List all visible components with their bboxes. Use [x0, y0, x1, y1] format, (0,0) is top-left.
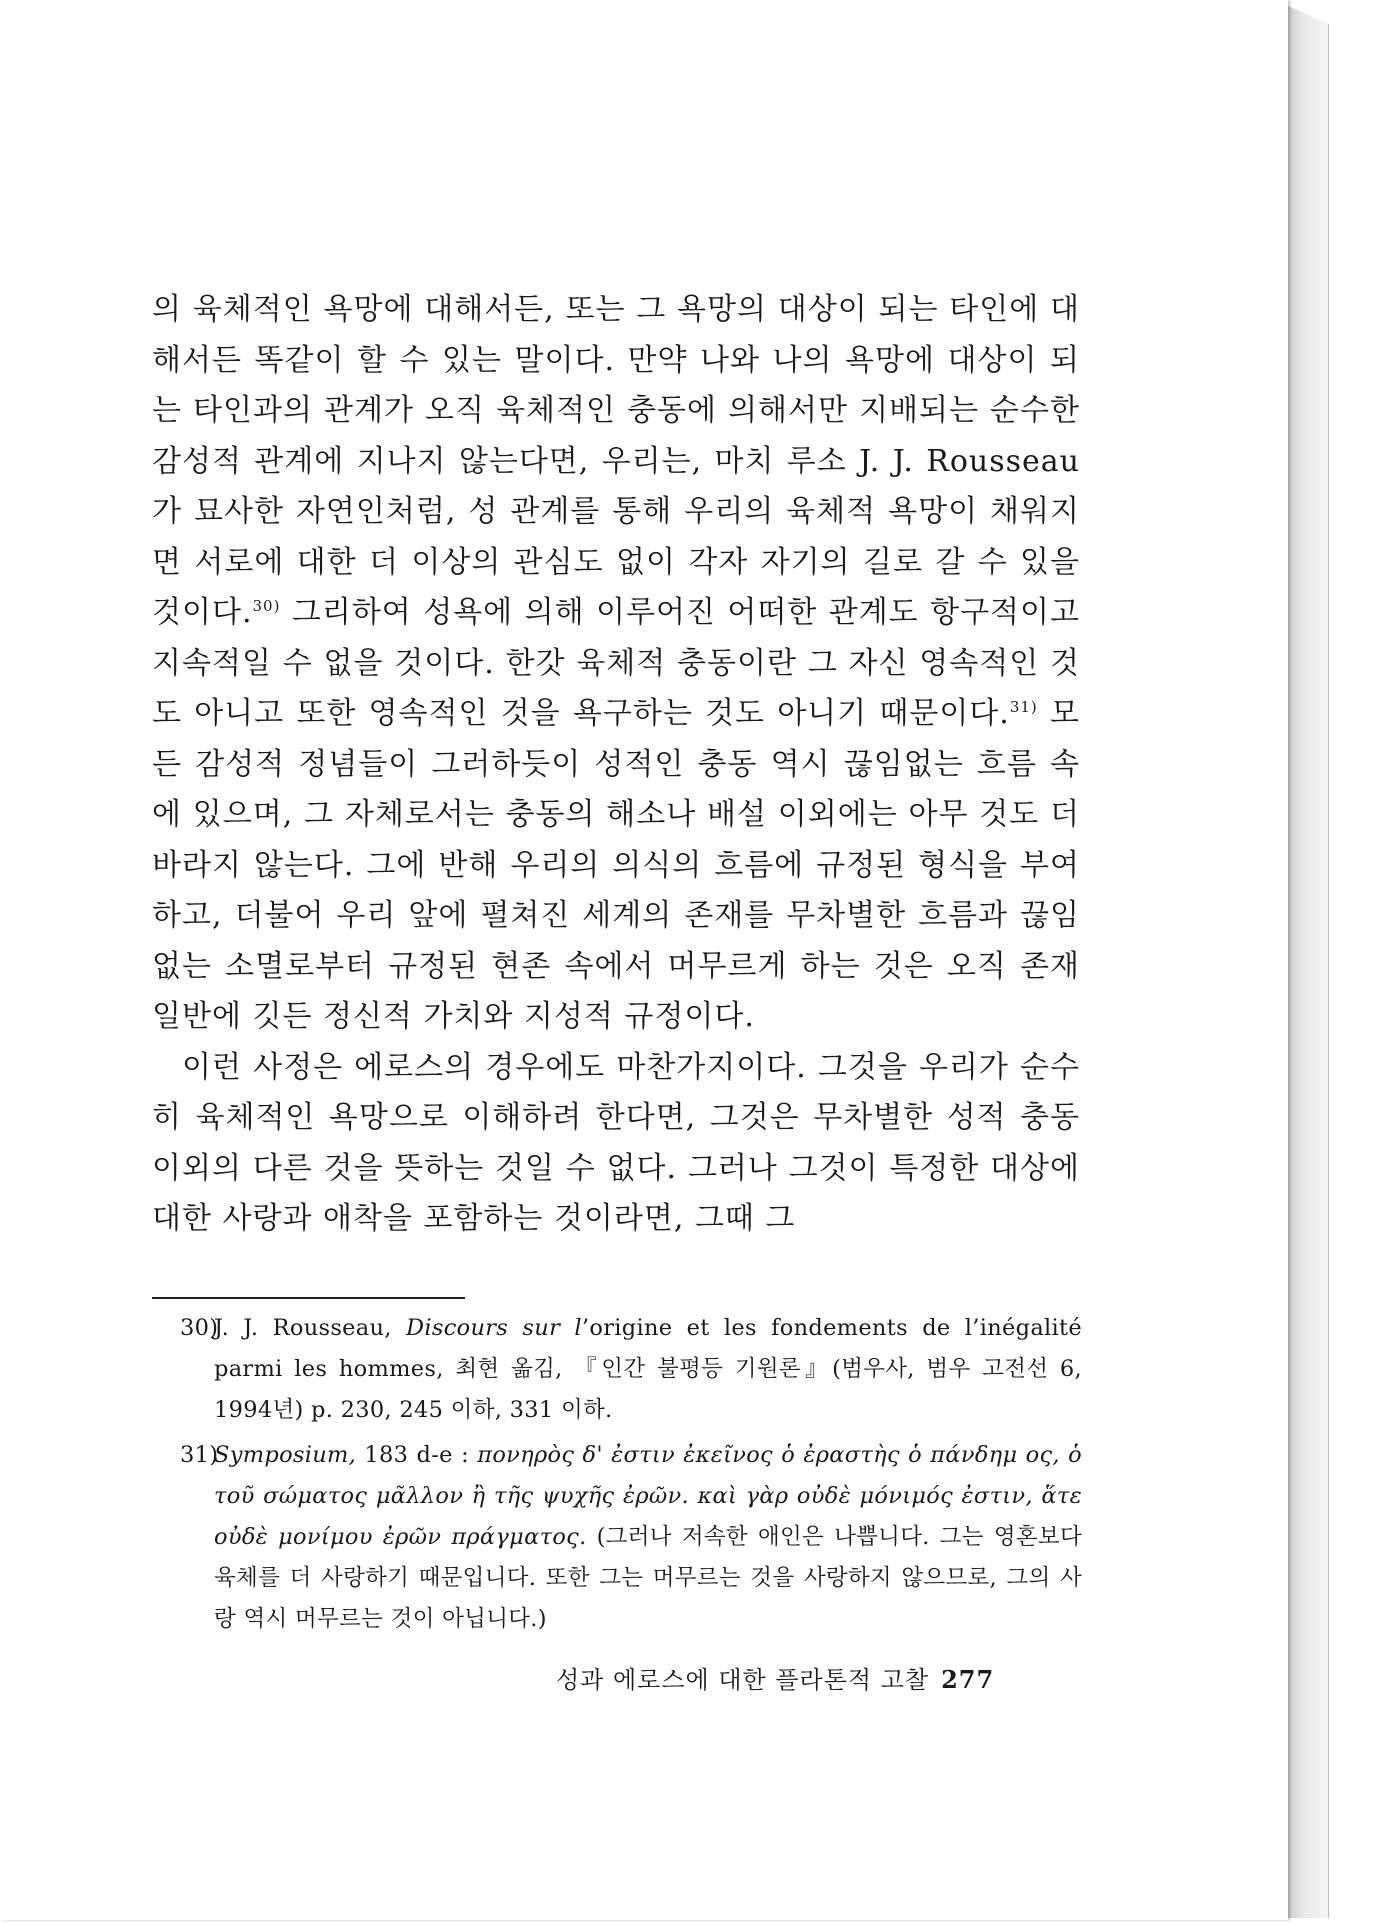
- paragraph-1-part-1: 의 육체적인 욕망에 대해서든, 또는 그 욕망의 대상이 되는 타인에 대해서든 똑같이 할 수 있는 말이다. 만약 나와 나의 욕망에 대상이 되는 타인과의 관계가 오직 육체적인 충동에 의해서만 지배되는 순수한 감성적 관계에 지나지 않는다면, 우리는, 마치 루소 J. J. Rousseau 가 묘사한 자연인처럼, 성 관계를 통해 우리의 육체적 욕망이 채워지면 서로에 대한 더 이상의 관심도 없이 각자 자기의 길로 갈 수 있을 것이다.: [152, 292, 1080, 630]
- footnote-ref: 183 d-e :: [356, 1442, 478, 1468]
- page-footer: [556, 1660, 1056, 1695]
- footnote-ref-31[interactable]: 31): [1009, 698, 1038, 716]
- footnote-text: ’origine et les fondements de l’inégalité parmi les hommes, 최현 옮김, 『인간 불평등 기원론』(범우사, 범우 고전선 6, 1994년) p. 230, 245 이하, 331 이하.: [214, 1315, 1083, 1423]
- footnote-number: 31): [180, 1442, 219, 1468]
- footnotes: [182, 1308, 1082, 1644]
- footnote-number: 30): [180, 1315, 219, 1341]
- footnote-title: Symposium,: [214, 1442, 357, 1468]
- page-number: 277: [941, 1665, 995, 1694]
- paragraph-1: [152, 285, 1080, 1043]
- footnote-author: J. J. Rousseau,: [214, 1315, 392, 1341]
- running-title: 성과 에로스에 대한 플라톤적 고찰: [556, 1666, 930, 1694]
- footnote-30: [182, 1308, 1082, 1431]
- footnote-ref-30[interactable]: 30): [252, 597, 281, 615]
- page-stack-edge: [1288, 6, 1329, 1918]
- paragraph-2: 이런 사정은 에로스의 경우에도 마찬가지이다. 그것을 우리가 순수히 육체적인 욕망으로 이해하려 한다면, 그것은 무차별한 성적 충동 이외의 다른 것을 뜻하는 것일 수 없다. 그러나 그것이 특정한 대상에 대한 사랑과 애착을 포함하는 것이라면, 그때 그: [152, 1049, 1080, 1236]
- footnote-divider: [152, 1297, 465, 1299]
- footnote-31: [182, 1435, 1082, 1640]
- footnote-translation: (그러나 저속한 애인은 나쁩니다. 그는 영혼보다 육체를 더 사랑하기 때문입니다. 또한 그는 머무르는 것을 사랑하지 않으므로, 그의 사랑 역시 머무르는 것이 아닙니다.): [214, 1524, 1082, 1632]
- paragraph-1-part-2: 그리하여 성욕에 의해 이루어진 어떠한 관계도 항구적이고 지속적일 수 없을 것이다. 한갓 육체적 충동이란 그 자신 영속적인 것도 아니고 또한 영속적인 것을 욕구하는 것도 아니기 때문이다.: [152, 595, 1080, 731]
- footnote-greek: πονηρὸς δ' ἐστιν ἐκεῖνος ὁ ἐραστὴς ὁ πάνδημ ος, ὁ τοῦ σώματος μᾶλλον ἢ τῆς ψυχῆς ἐρῶν. καὶ γὰρ οὐδὲ μόνιμός ἐστιν, ἅτε οὐδὲ μονίμου ἐρῶν πράγματος.: [214, 1442, 1082, 1550]
- footnote-title: Discours sur l: [406, 1315, 582, 1341]
- paragraph-1-part-3: 모든 감성적 정념들이 그러하듯이 성적인 충동 역시 끊임없는 흐름 속에 있으며, 그 자체로서는 충동의 해소나 배설 이외에는 아무 것도 더 바라지 않는다. 그에 반해 우리의 의식의 흐름에 규정된 형식을 부여하고, 더불어 우리 앞에 펼쳐진 세계의 존재를 무차별한 흐름과 끊임없는 소멸로부터 규정된 현존 속에서 머무르게 하는 것은 오직 존재 일반에 깃든 정신적 가치와 지성적 규정이다.: [152, 696, 1080, 1034]
- main-text: [152, 285, 1080, 1245]
